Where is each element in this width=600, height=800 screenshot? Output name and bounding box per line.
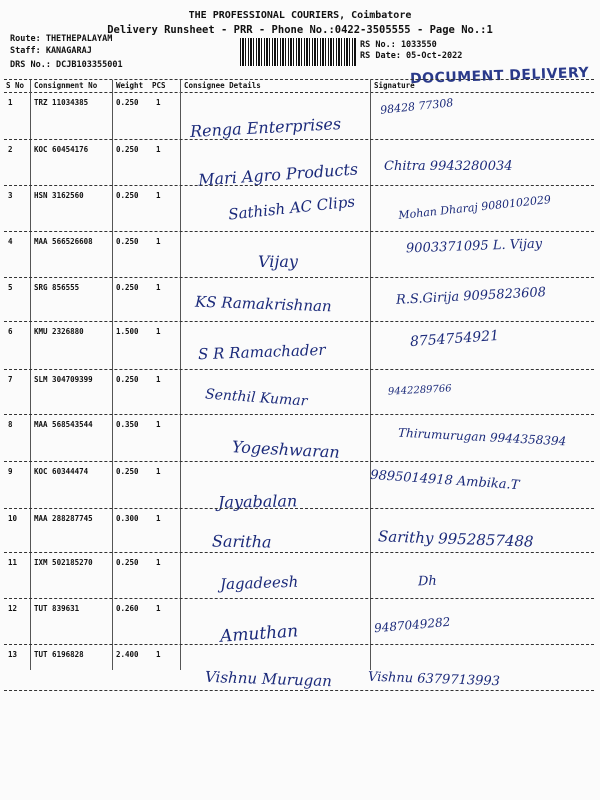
table-row <box>0 145 600 195</box>
route-label: Route: THETHEPALAYAM <box>10 34 113 44</box>
header-rule-top <box>4 79 594 80</box>
table-row <box>0 191 600 241</box>
company-title: THE PROFESSIONAL COURIERS, Coimbatore <box>188 10 412 21</box>
row-consignment-no: MAA 568543544 <box>34 420 93 429</box>
row-consignee: Yogeshwaran <box>231 437 341 462</box>
row-consignee: Vijay <box>258 252 298 271</box>
row-consignment-no: TUT 839631 <box>34 604 80 613</box>
col-consignment: Consignment No <box>34 81 98 90</box>
row-separator <box>4 598 594 599</box>
row-weight: 0.250 <box>116 375 139 384</box>
row-consignment-no: KOC 60344474 <box>34 467 89 476</box>
row-consignee: Saritha <box>211 531 272 552</box>
row-pcs: 1 <box>156 467 161 476</box>
table-row <box>0 558 600 608</box>
row-consignee: Sathish AC Clips <box>227 192 356 224</box>
row-sno: 10 <box>8 514 18 523</box>
table-row <box>0 237 600 287</box>
col-weight: Weight <box>116 81 144 90</box>
row-separator <box>4 508 594 509</box>
row-consignee: Senthil Kumar <box>204 386 308 410</box>
row-separator <box>4 321 594 322</box>
row-weight: 0.250 <box>116 467 139 476</box>
row-pcs: 1 <box>156 558 161 567</box>
row-consignee: Renga Enterprises <box>189 114 342 141</box>
row-consignment-no: MAA 566526608 <box>34 237 93 246</box>
row-weight: 0.250 <box>116 145 139 154</box>
row-pcs: 1 <box>156 514 161 523</box>
row-signature: Vishnu 6379713993 <box>367 669 501 690</box>
drs-number: DRS No.: DCJB103355001 <box>10 60 123 70</box>
row-sno: 4 <box>8 237 13 246</box>
row-sno: 7 <box>8 375 13 384</box>
row-separator <box>4 644 594 645</box>
row-signature: 98428 77308 <box>379 96 454 117</box>
row-signature: 9003371095 L. Vijay <box>405 236 543 257</box>
row-consignment-no: HSN 3162560 <box>34 191 84 200</box>
row-consignee: S R Ramachader <box>197 340 326 364</box>
row-sno: 2 <box>8 145 13 154</box>
row-consignment-no: KOC 60454176 <box>34 145 89 154</box>
staff-label: Staff: KANAGARAJ <box>10 46 92 56</box>
row-signature: Mohan Dharaj 9080102029 <box>397 193 552 222</box>
row-separator <box>4 414 594 415</box>
col-consignee: Consignee Details <box>184 81 261 90</box>
table-row <box>0 604 600 654</box>
row-consignee: Amuthan <box>219 621 299 647</box>
table-row <box>0 650 600 700</box>
row-separator <box>4 552 594 553</box>
row-sno: 12 <box>8 604 18 613</box>
row-signature: 8754754921 <box>409 327 500 351</box>
row-signature: Chitra 9943280034 <box>384 159 513 174</box>
row-pcs: 1 <box>156 650 161 659</box>
row-sno: 9 <box>8 467 13 476</box>
row-weight: 0.250 <box>116 558 139 567</box>
table-row <box>0 467 600 517</box>
col-pcs: PCS <box>152 81 166 90</box>
row-separator <box>4 277 594 278</box>
table-row <box>0 420 600 470</box>
row-separator <box>4 461 594 462</box>
row-weight: 0.250 <box>116 191 139 200</box>
row-consignment-no: SRG 856555 <box>34 283 80 292</box>
row-pcs: 1 <box>156 327 161 336</box>
row-consignment-no: TRZ 11034385 <box>34 98 89 107</box>
row-consignee: KS Ramakrishnan <box>194 292 332 316</box>
row-separator <box>4 185 594 186</box>
row-signature: 9442289766 <box>387 383 452 398</box>
row-sno: 11 <box>8 558 18 567</box>
row-signature: Dh <box>417 573 438 590</box>
row-weight: 0.300 <box>116 514 139 523</box>
document-delivery-stamp: DOCUMENT DELIVERY <box>409 64 590 88</box>
row-sno: 5 <box>8 283 13 292</box>
table-row <box>0 514 600 564</box>
row-consignee: Mari Agro Products <box>197 159 359 190</box>
row-signature: 9487049282 <box>373 614 451 636</box>
row-signature: 9895014918 Ambika.T <box>369 467 520 494</box>
row-sno: 13 <box>8 650 18 659</box>
row-weight: 0.250 <box>116 283 139 292</box>
row-consignee: Vishnu Murugan <box>204 667 333 691</box>
row-separator <box>4 231 594 232</box>
row-sno: 6 <box>8 327 13 336</box>
row-signature: R.S.Girija 9095823608 <box>395 285 547 308</box>
row-consignment-no: KMU 2326880 <box>34 327 84 336</box>
rs-number: RS No.: 1033550 <box>360 40 437 50</box>
row-pcs: 1 <box>156 375 161 384</box>
row-weight: 0.350 <box>116 420 139 429</box>
rs-date: RS Date: 05-Oct-2022 <box>360 51 463 61</box>
row-sno: 8 <box>8 420 13 429</box>
row-consignee: Jayabalan <box>217 491 298 512</box>
table-row <box>0 98 600 148</box>
row-pcs: 1 <box>156 98 161 107</box>
row-consignment-no: IXM 502185270 <box>34 558 93 567</box>
row-consignee: Jagadeesh <box>219 572 299 594</box>
col-signature: Signature <box>374 81 415 90</box>
sheet-title: Delivery Runsheet - PRR - Phone No.:0422-3505555 - Page No.:1 <box>107 24 493 36</box>
row-sno: 3 <box>8 191 13 200</box>
row-pcs: 1 <box>156 604 161 613</box>
row-pcs: 1 <box>156 191 161 200</box>
row-weight: 0.250 <box>116 98 139 107</box>
row-weight: 1.500 <box>116 327 139 336</box>
row-separator <box>4 139 594 140</box>
row-separator <box>4 690 594 691</box>
row-weight: 0.250 <box>116 237 139 246</box>
row-pcs: 1 <box>156 420 161 429</box>
header-rule-bottom <box>4 92 594 93</box>
table-row <box>0 375 600 425</box>
row-consignment-no: TUT 6196828 <box>34 650 84 659</box>
row-signature: Thirumurugan 9944358394 <box>397 425 567 449</box>
row-sno: 1 <box>8 98 13 107</box>
barcode <box>240 38 356 66</box>
row-pcs: 1 <box>156 283 161 292</box>
row-separator <box>4 369 594 370</box>
col-sno: S No <box>6 81 25 90</box>
row-weight: 2.400 <box>116 650 139 659</box>
row-signature: Sarithy 9952857488 <box>377 527 534 551</box>
table-row <box>0 283 600 333</box>
row-consignment-no: SLM 304709399 <box>34 375 93 384</box>
row-pcs: 1 <box>156 237 161 246</box>
row-pcs: 1 <box>156 145 161 154</box>
row-weight: 0.260 <box>116 604 139 613</box>
row-consignment-no: MAA 288287745 <box>34 514 93 523</box>
